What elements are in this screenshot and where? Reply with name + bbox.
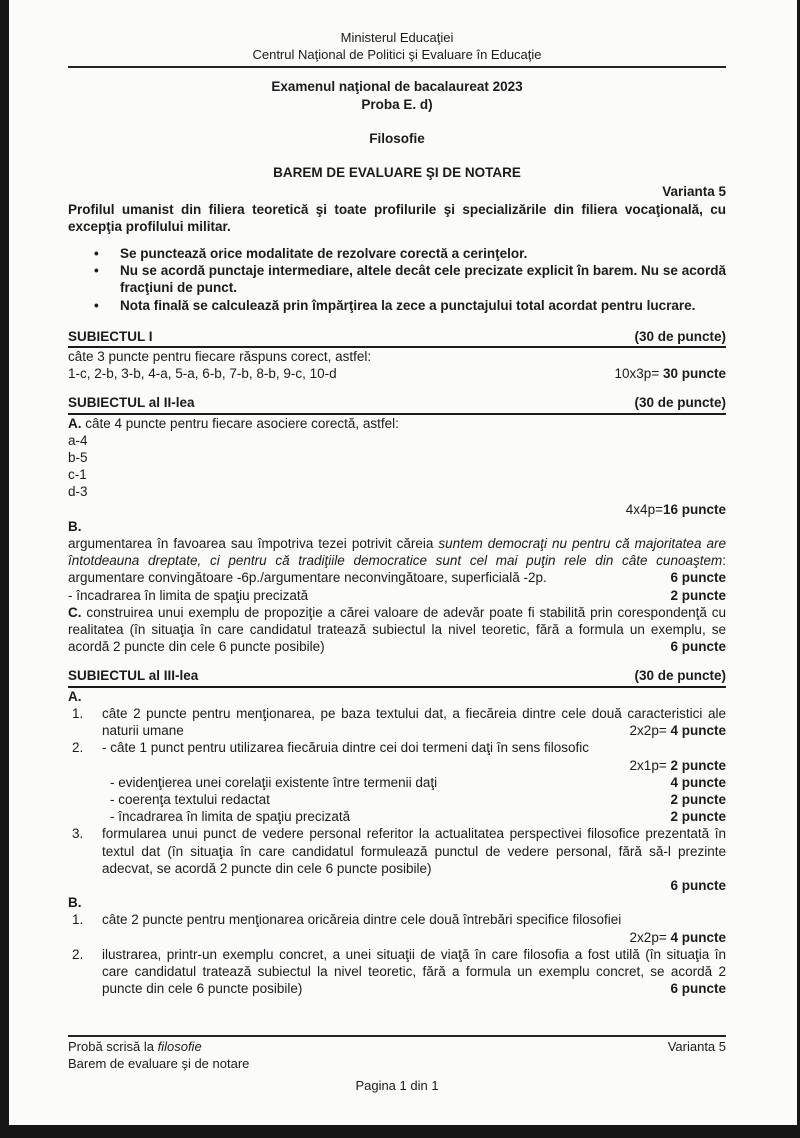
header-divider [68,66,726,68]
footer-divider [68,1035,726,1037]
exam-title-line1: Examenul naţional de bacalaureat 2023 [271,79,523,94]
subject2-b-text1: argumentarea în favoarea sau împotriva tezei potrivit căreia [68,536,439,552]
subject3-b-label: B. [68,895,82,911]
subject1-points: 30 puncte [662,366,726,382]
exam-probe: Proba E. d) [361,96,433,112]
ministry-name: Ministerul Educaţiei [340,30,454,45]
subject2-a-calc: 4x4p= [625,501,663,517]
criterion-row [102,791,726,808]
item-calc: 2x2p= [629,929,667,945]
criterion-text: - încadrarea în limita de spaţiu precizată [110,809,351,825]
barem-title: BAREM DE EVALUARE ŞI DE NOTARE [273,165,521,181]
bullet-icon [68,297,120,314]
rule-item [68,262,726,296]
subject2-b-subpoints: 2 puncte [670,587,726,603]
subject2-a-label: A. [68,415,82,431]
bullet-icon [68,245,120,262]
footer-row2: Barem de evaluare şi de notare [68,1055,250,1071]
subject2-c-label: C. [68,604,82,620]
subject2-c-paragraph [68,604,726,656]
subject2-b-points: 6 puncte [664,569,726,586]
rule-text: Nota finală se calculează prin împărţirea la zece a punctajului total acordat pentru lucrare. [120,297,696,313]
subject3-b-item1 [68,911,726,945]
section-subject1-heading [68,328,726,348]
subject1-answers-row [68,365,726,382]
subject3-a-item3 [68,825,726,894]
criterion-row [102,808,726,825]
header-org [68,30,726,63]
section-title: SUBIECTUL al III-lea [68,668,199,684]
item-body [102,739,726,825]
page-indicator: Pagina 1 din 1 [355,1078,439,1093]
criterion-points: 4 puncte [670,774,726,790]
pair-answer: d-3 [68,484,88,500]
subject1-score [615,365,726,382]
item-text: câte 2 puncte pentru menţionarea oricăreia dintre cele două întrebări specifice filosofiei [102,912,622,928]
item-number: 3. [72,826,84,842]
subject2-c-text: construirea unui exemplu de propoziţie a cărei valoare de adevăr poate fi stabilită prin corespondenţă cu realitatea (în situaţia în care candidatul tratează subiectul la nivel teoretic, fără a formula un exemplu, se acordă 2 puncte din cele 6 puncte posibile) [68,604,726,655]
item-body [102,705,726,739]
item-points: 6 puncte [670,877,726,893]
subject2-a-points: 16 puncte [662,501,726,517]
section-subject3-heading [68,667,726,687]
section-title: SUBIECTUL al II-lea [68,395,195,411]
item-text: formularea unui punct de vedere personal referitor la actualitatea perspectivei filosofice prezentată în textul dat (în situaţia în care candidatul formulează punctul de vedere personal, fără să-l prezinte adecvat, se acordă 2 puncte din cele 6 puncte posibile) [102,826,726,876]
rule-text: Se punctează orice modalitate de rezolvare corectă a cerinţelor. [120,246,528,262]
subject1-answers: 1-c, 2-b, 3-b, 4-a, 5-a, 6-b, 7-b, 8-b, 9-c, 10-d [68,366,337,382]
subject2-b-thesis: suntem democraţi nu pentru că majoritatea are întotdeauna dreptate, ci pentru că tradiţiile democratice sunt cel mai puţin rele din câte cunoaştem [68,536,726,569]
pair-answer: a-4 [68,432,88,448]
page-edge-bottom [0,1125,800,1138]
page-content [68,30,726,997]
variant-label: Varianta 5 [662,184,726,200]
center-name: Centrul Naţional de Politici şi Evaluare în Educaţie [252,46,542,62]
item-body [102,825,726,894]
profile-note: Profilul umanist din filiera teoretică şi toate profilurile şi specializările din filiera vocaţională, cu excepţia profilului militar. [68,201,726,234]
general-rules [68,245,726,314]
footer-left [68,1039,202,1056]
subject-name: Filosofie [369,131,425,146]
subject2-b-label: B. [68,518,82,534]
page-edge-left [0,0,9,1138]
subject2-a-score-row [68,501,726,518]
subject2-c-points: 6 puncte [664,638,726,655]
item-number: 2. [72,946,84,962]
criterion-points: 2 puncte [670,809,726,825]
bullet-icon [68,262,120,296]
pair-answer: c-1 [68,467,87,483]
item-number: 1. [72,912,84,928]
subject2-b-subitem: - încadrarea în limita de spaţiu precizată [68,587,309,603]
item-body [102,911,726,945]
footer-subject-italic: filosofie [157,1039,202,1054]
exam-title [68,78,726,113]
subject2-b-text2: : argumentare convingătoare -6p./argumentare neconvingătoare, superficială -2p. [68,553,726,586]
pair-answer: b-5 [68,450,88,466]
item-text: câte 2 puncte pentru menţionarea, pe baza textului dat, a fiecăreia dintre cele două caracteristici ale naturii umane [102,705,726,739]
subject3-a-item1 [68,705,726,739]
criterion-points: 2 puncte [670,791,726,807]
section-title: SUBIECTUL I [68,328,153,344]
item-points: 4 puncte [670,723,726,739]
page-footer [68,1035,726,1095]
item-calc: 2x1p= [629,757,667,773]
section-total-points: (30 de puncte) [634,328,726,344]
section-total-points: (30 de puncte) [634,395,726,411]
item-text: - câte 1 punct pentru utilizarea fiecăruia dintre cei doi termeni daţi în sens filosofic [102,740,590,756]
footer-row1 [68,1039,726,1056]
subject2-a-intro [68,415,726,432]
footer-variant: Varianta 5 [667,1039,726,1054]
item-score-row [102,757,726,774]
criterion-row [102,774,726,791]
subject3-a-item2 [68,739,726,825]
subject1-intro: câte 3 puncte pentru fiecare răspuns corect, astfel: [68,349,372,365]
item-score [624,722,726,739]
rule-item [68,245,726,262]
item-points: 6 puncte [664,980,726,997]
subject3-b-item2 [68,946,726,998]
section-subject2-heading [68,394,726,414]
item-points: 2 puncte [670,757,726,773]
item-number: 2. [72,740,84,756]
section-total-points: (30 de puncte) [634,668,726,684]
rule-item [68,297,726,314]
item-points: 4 puncte [670,929,726,945]
criterion-text: - evidenţierea unei corelaţii existente între termenii daţi [110,774,438,790]
subject2-b-subitem-row [68,587,726,604]
item-text: ilustrarea, printr-un exemplu concret, a unei situaţii de viaţă în care filosofia a fost utilă (în situaţia în care candidatul tratează subiectul la nivel teoretic, fără a formula un exemplu concret, se acordă 2 puncte din cele 6 puncte posibile) [102,946,726,997]
subject2-a-intro-text: câte 4 puncte pentru fiecare asociere corectă, astfel: [81,415,399,431]
footer-probe-label: Probă scrisă la [68,1039,158,1054]
item-score-row [102,929,726,946]
item-body [102,946,726,998]
item-calc: 2x2p= [629,723,667,739]
criterion-text: - coerenţa textului redactat [110,791,270,807]
rule-text: Nu se acordă punctaje intermediare, altele decât cele precizate explicit în barem. Nu se acordă fracţiuni de punct. [120,263,726,296]
subject2-b-paragraph [68,535,726,587]
subject1-calc: 10x3p= [614,366,660,382]
subject3-a-label: A. [68,688,82,704]
item-number: 1. [72,705,84,721]
